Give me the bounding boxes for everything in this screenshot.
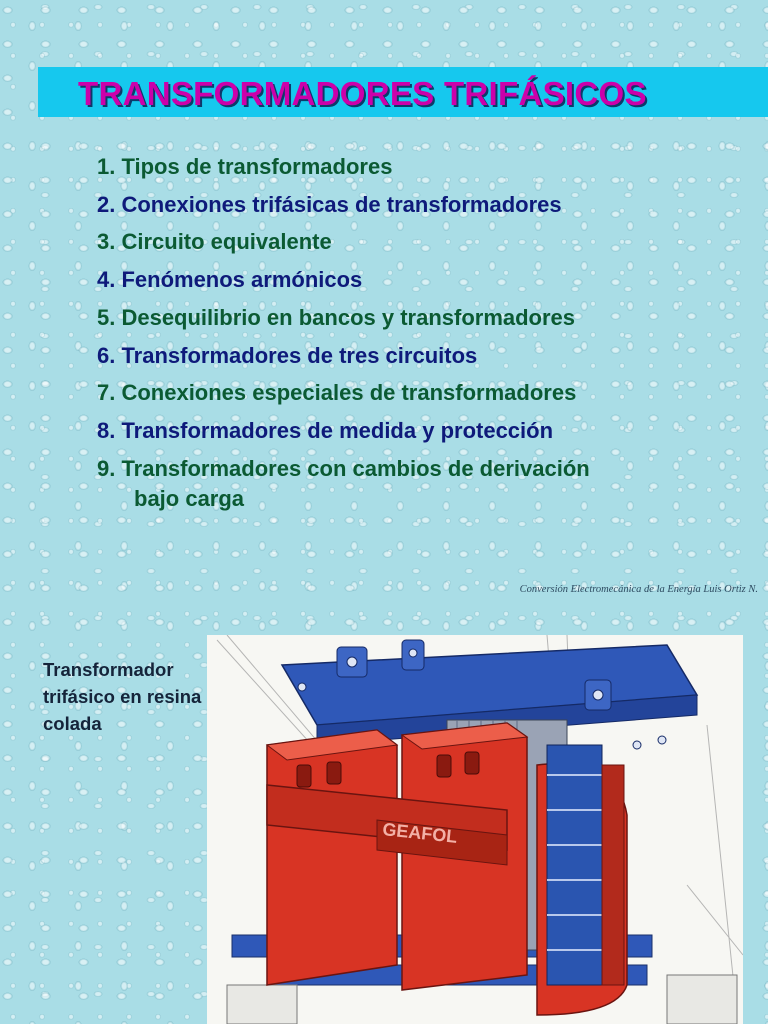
topic-item-4: 4. Fenómenos armónicos (97, 267, 363, 293)
topic-item-9: 9. Transformadores con cambios de derivación (97, 455, 590, 481)
topic-item-2: 2. Conexiones trifásicas de transformadores (97, 191, 562, 217)
topic-item-7: 7. Conexiones especiales de transformadores (97, 380, 577, 406)
cutaway-coil (537, 745, 627, 1015)
topic-item-9-continuation: bajo carga (134, 486, 245, 512)
brand-lettering: GEAFOL (381, 819, 459, 847)
topic-item-6: 6. Transformadores de tres circuitos (97, 342, 478, 368)
resin-coils (267, 723, 527, 990)
topic-list (97, 148, 590, 518)
topic-item-8: 8. Transformadores de medida y protección (97, 417, 554, 443)
figure-caption: Transformador trifásico en resina colada (43, 659, 202, 734)
topic-item-3: 3. Circuito equivalente (97, 229, 332, 255)
transformer-drawing (207, 635, 743, 1024)
topic-item-1: 1. Tipos de transformadores (97, 154, 393, 179)
transformer-illustration (207, 635, 743, 1024)
title-bar (38, 67, 768, 117)
author-credit: Conversión Electromecánica de la Energía Luis Ortiz N. (519, 584, 758, 595)
slide-title: TRANSFORMADORES TRIFÁSICOS (78, 75, 647, 112)
topic-item-5: 5. Desequilibrio en bancos y transformadores (97, 304, 576, 330)
